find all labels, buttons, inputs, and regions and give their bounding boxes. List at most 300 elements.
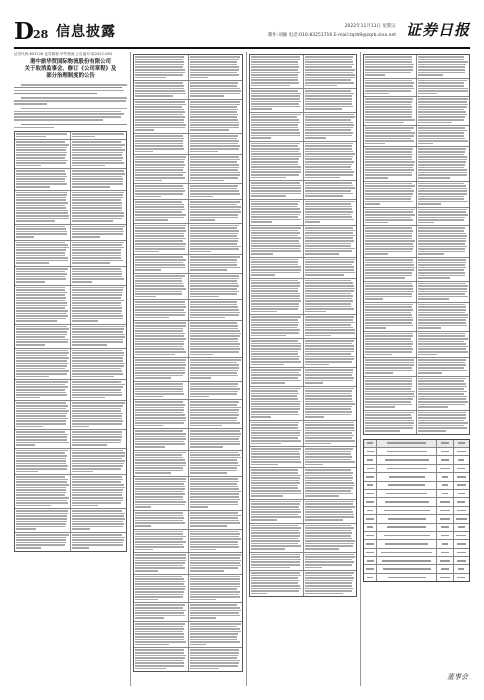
text-line bbox=[190, 417, 238, 419]
text-line bbox=[135, 235, 184, 237]
text-line bbox=[72, 287, 124, 289]
text-line bbox=[190, 457, 241, 459]
text-line bbox=[135, 59, 183, 61]
text-line bbox=[305, 345, 355, 347]
text-line bbox=[365, 85, 413, 87]
table-cell bbox=[70, 430, 126, 448]
table-row bbox=[15, 348, 126, 380]
table-cell bbox=[250, 279, 303, 315]
text-line bbox=[365, 427, 413, 429]
text-line bbox=[72, 436, 122, 438]
text-line bbox=[251, 66, 299, 68]
text-line bbox=[16, 228, 66, 230]
text-line bbox=[365, 203, 380, 205]
table-cell bbox=[188, 575, 243, 603]
text-line bbox=[16, 431, 65, 433]
text-line bbox=[305, 127, 354, 129]
text-line bbox=[135, 193, 183, 195]
text-line bbox=[135, 586, 186, 588]
text-line bbox=[365, 132, 415, 134]
text-line bbox=[305, 211, 354, 213]
text-line bbox=[135, 69, 185, 71]
text-line bbox=[72, 302, 121, 304]
text-line bbox=[305, 459, 352, 461]
text-line bbox=[418, 367, 464, 369]
text-line bbox=[190, 362, 238, 364]
text-line bbox=[16, 389, 65, 391]
amendment-table bbox=[133, 54, 243, 672]
text-line bbox=[190, 441, 241, 443]
text-line bbox=[190, 438, 239, 440]
table-cell bbox=[250, 315, 303, 338]
text-line bbox=[16, 276, 65, 278]
text-line bbox=[135, 127, 185, 129]
text-line bbox=[72, 242, 124, 244]
text-line bbox=[16, 463, 66, 465]
text-line bbox=[365, 285, 413, 287]
text-line bbox=[135, 491, 183, 493]
text-line bbox=[418, 201, 468, 203]
cell-text bbox=[441, 552, 450, 554]
table-header-row bbox=[364, 440, 469, 447]
text-line bbox=[135, 129, 154, 131]
text-line bbox=[418, 388, 464, 390]
text-line bbox=[251, 85, 290, 87]
table-row bbox=[134, 552, 242, 573]
text-line bbox=[16, 262, 49, 264]
text-line bbox=[305, 503, 354, 505]
table-cell bbox=[364, 549, 376, 556]
text-line bbox=[190, 633, 238, 635]
text-line bbox=[190, 269, 228, 271]
text-line bbox=[190, 604, 238, 606]
text-line bbox=[418, 66, 465, 68]
text-line bbox=[418, 116, 465, 118]
text-line bbox=[305, 511, 353, 513]
text-line bbox=[16, 307, 65, 309]
column-4 bbox=[363, 52, 470, 686]
text-line bbox=[16, 365, 67, 367]
text-line bbox=[190, 367, 239, 369]
text-line bbox=[418, 119, 464, 121]
cell-text bbox=[388, 484, 425, 486]
text-line bbox=[135, 143, 183, 145]
table-row bbox=[134, 450, 242, 476]
text-line bbox=[16, 368, 65, 370]
text-line bbox=[251, 240, 299, 242]
table-row bbox=[364, 78, 469, 97]
text-line bbox=[190, 301, 237, 303]
text-line bbox=[190, 95, 225, 97]
table-cell bbox=[364, 258, 416, 281]
text-line bbox=[135, 536, 186, 538]
text-line bbox=[365, 420, 414, 422]
text-line bbox=[251, 122, 300, 124]
text-line bbox=[135, 610, 186, 612]
text-line bbox=[251, 556, 300, 558]
text-line bbox=[190, 388, 240, 390]
text-line bbox=[305, 303, 352, 305]
text-line bbox=[305, 548, 339, 550]
text-line bbox=[135, 106, 182, 108]
text-line bbox=[72, 255, 121, 257]
text-line bbox=[72, 455, 125, 457]
table-row bbox=[364, 472, 469, 480]
text-line bbox=[72, 341, 123, 343]
text-line bbox=[418, 386, 467, 388]
text-line bbox=[251, 343, 301, 345]
text-line bbox=[72, 518, 125, 520]
text-line bbox=[418, 335, 465, 337]
text-line bbox=[16, 154, 66, 156]
text-line bbox=[72, 313, 121, 315]
text-line bbox=[72, 450, 123, 452]
table-cell bbox=[188, 300, 243, 320]
text-line bbox=[72, 207, 122, 209]
text-line bbox=[135, 346, 183, 348]
text-line bbox=[135, 196, 161, 198]
text-line bbox=[251, 561, 300, 563]
text-line bbox=[16, 350, 68, 352]
text-line bbox=[418, 351, 468, 353]
text-line bbox=[305, 169, 353, 171]
text-line bbox=[251, 559, 301, 561]
text-line bbox=[16, 315, 68, 317]
text-line bbox=[14, 90, 124, 92]
text-line bbox=[365, 367, 412, 369]
text-line bbox=[135, 190, 185, 192]
table-row bbox=[134, 399, 242, 428]
text-line bbox=[16, 381, 68, 383]
text-line bbox=[16, 320, 57, 322]
text-line bbox=[365, 343, 413, 345]
table-cell bbox=[15, 380, 70, 400]
text-line bbox=[135, 217, 184, 219]
text-line bbox=[305, 253, 339, 255]
table-cell bbox=[303, 368, 357, 386]
table-cell bbox=[453, 574, 469, 581]
table-cell bbox=[364, 532, 376, 539]
table-row bbox=[250, 570, 356, 596]
text-line bbox=[365, 177, 388, 179]
table-cell bbox=[134, 648, 188, 671]
text-line bbox=[305, 103, 353, 105]
text-line bbox=[135, 362, 185, 364]
text-line bbox=[190, 644, 206, 646]
text-line bbox=[16, 181, 65, 183]
text-line bbox=[251, 195, 286, 197]
text-line bbox=[190, 104, 240, 106]
text-line bbox=[305, 501, 355, 503]
text-line bbox=[365, 312, 411, 314]
text-line bbox=[305, 585, 353, 587]
table-cell bbox=[134, 81, 188, 99]
text-line bbox=[418, 272, 465, 274]
text-line bbox=[365, 388, 411, 390]
text-line bbox=[365, 56, 412, 58]
text-line bbox=[418, 85, 464, 87]
text-line bbox=[135, 109, 184, 111]
text-line bbox=[135, 225, 186, 227]
text-line bbox=[16, 289, 65, 291]
masthead bbox=[14, 20, 470, 46]
text-line bbox=[16, 273, 67, 275]
text-line bbox=[16, 465, 68, 467]
text-line bbox=[365, 309, 413, 311]
text-line bbox=[418, 322, 466, 324]
text-line bbox=[305, 580, 354, 582]
text-line bbox=[305, 448, 354, 450]
text-line bbox=[305, 245, 352, 247]
cell-text bbox=[387, 526, 426, 528]
text-line bbox=[418, 211, 466, 213]
text-line bbox=[135, 90, 185, 92]
table-row bbox=[364, 489, 469, 497]
cell-text bbox=[366, 552, 374, 554]
text-line bbox=[305, 577, 355, 579]
text-line bbox=[365, 264, 414, 266]
text-line bbox=[365, 114, 412, 116]
text-line bbox=[16, 160, 68, 162]
text-line bbox=[72, 484, 124, 486]
text-line bbox=[72, 152, 123, 154]
text-line bbox=[16, 394, 67, 396]
text-line bbox=[251, 540, 300, 542]
text-line bbox=[251, 158, 299, 160]
text-line bbox=[418, 383, 466, 385]
table-cell bbox=[134, 100, 188, 133]
table-cell bbox=[15, 325, 70, 348]
text-line bbox=[305, 348, 354, 350]
text-line bbox=[190, 522, 240, 524]
table-cell bbox=[453, 532, 469, 539]
text-line bbox=[365, 417, 412, 419]
table-cell bbox=[70, 286, 126, 324]
text-line bbox=[365, 61, 412, 63]
editor-contact-line: 制作:刘颖 电话:010-83251716 E-mail:zqrb9@zqrb.sina.net bbox=[267, 33, 396, 38]
text-line bbox=[135, 467, 183, 469]
text-line bbox=[135, 496, 183, 498]
text-line bbox=[72, 413, 123, 415]
column-2 bbox=[133, 52, 243, 686]
cell-text bbox=[457, 543, 466, 545]
text-line bbox=[365, 198, 411, 200]
text-line bbox=[16, 515, 67, 517]
text-line bbox=[251, 182, 300, 184]
text-line bbox=[135, 288, 186, 290]
text-line bbox=[135, 238, 186, 240]
text-line bbox=[135, 304, 185, 306]
table-cell bbox=[376, 490, 436, 497]
text-line bbox=[190, 512, 238, 514]
text-line bbox=[190, 285, 239, 287]
text-line bbox=[251, 74, 298, 76]
cell-text bbox=[367, 468, 374, 470]
text-line bbox=[365, 412, 414, 414]
text-line bbox=[14, 119, 103, 121]
text-line bbox=[190, 145, 241, 147]
text-line bbox=[135, 370, 185, 372]
text-line bbox=[190, 641, 241, 643]
text-line bbox=[190, 167, 239, 169]
text-line bbox=[251, 530, 299, 532]
table-cell bbox=[250, 258, 303, 278]
text-line bbox=[251, 79, 298, 81]
text-line bbox=[418, 425, 464, 427]
cell-text bbox=[384, 535, 430, 537]
text-line bbox=[135, 240, 183, 242]
text-paragraph bbox=[14, 124, 127, 128]
text-line bbox=[135, 533, 183, 535]
text-line bbox=[305, 72, 353, 74]
text-line bbox=[418, 253, 444, 255]
text-line bbox=[365, 109, 412, 111]
table-cell bbox=[416, 282, 469, 302]
text-line bbox=[135, 436, 185, 438]
text-line bbox=[16, 226, 65, 228]
text-line bbox=[16, 363, 68, 365]
text-line bbox=[305, 322, 355, 324]
text-line bbox=[365, 104, 411, 106]
text-line bbox=[251, 322, 299, 324]
cell-text bbox=[440, 510, 451, 512]
text-line bbox=[305, 414, 352, 416]
text-line bbox=[72, 133, 124, 135]
text-line bbox=[72, 389, 121, 391]
text-line bbox=[305, 590, 353, 592]
text-line bbox=[16, 341, 68, 343]
text-line bbox=[190, 343, 240, 345]
text-line bbox=[190, 370, 239, 372]
text-line bbox=[418, 217, 465, 219]
text-line bbox=[14, 103, 47, 105]
cell-text bbox=[366, 501, 374, 503]
text-line bbox=[251, 114, 301, 116]
text-line bbox=[418, 138, 465, 140]
table-row bbox=[134, 254, 242, 273]
text-line bbox=[251, 145, 298, 147]
text-line bbox=[365, 272, 412, 274]
text-line bbox=[72, 300, 124, 302]
text-line bbox=[14, 113, 124, 115]
text-line bbox=[305, 82, 354, 84]
text-line bbox=[251, 345, 301, 347]
text-line bbox=[251, 116, 297, 118]
table-cell bbox=[376, 498, 436, 505]
text-line bbox=[365, 346, 412, 348]
text-line bbox=[305, 554, 354, 556]
text-line bbox=[251, 332, 299, 334]
text-line bbox=[190, 322, 237, 324]
text-line bbox=[305, 582, 352, 584]
text-line bbox=[418, 80, 467, 82]
text-line bbox=[365, 74, 385, 76]
text-line bbox=[16, 481, 67, 483]
cell-text bbox=[389, 476, 426, 478]
text-line bbox=[418, 203, 441, 205]
text-line bbox=[418, 243, 465, 245]
text-line bbox=[72, 397, 105, 399]
table-cell bbox=[436, 448, 452, 455]
text-line bbox=[251, 285, 300, 287]
text-line bbox=[305, 64, 354, 66]
text-line bbox=[190, 93, 241, 95]
text-line bbox=[418, 288, 467, 290]
text-line bbox=[418, 143, 433, 145]
text-line bbox=[16, 471, 38, 473]
text-line bbox=[365, 275, 412, 277]
table-row bbox=[134, 381, 242, 400]
text-line bbox=[190, 156, 239, 158]
text-line bbox=[251, 250, 301, 252]
table-cell bbox=[453, 557, 469, 564]
table-cell bbox=[70, 191, 126, 224]
text-line bbox=[418, 398, 466, 400]
text-line bbox=[190, 304, 238, 306]
text-line bbox=[418, 161, 466, 163]
table-cell bbox=[134, 321, 188, 357]
text-line bbox=[72, 231, 124, 233]
text-line bbox=[365, 430, 400, 432]
text-line bbox=[305, 424, 354, 426]
text-line bbox=[418, 164, 465, 166]
text-line bbox=[251, 408, 300, 410]
table-cell bbox=[364, 490, 376, 497]
text-line bbox=[305, 480, 352, 482]
text-line bbox=[365, 253, 388, 255]
text-line bbox=[190, 386, 238, 388]
cell-text bbox=[386, 493, 427, 495]
text-line bbox=[190, 280, 238, 282]
text-line bbox=[305, 243, 352, 245]
text-line bbox=[190, 275, 240, 277]
text-line bbox=[135, 209, 185, 211]
text-line bbox=[72, 339, 123, 341]
table-row bbox=[364, 181, 469, 207]
text-line bbox=[72, 215, 124, 217]
text-line bbox=[72, 468, 121, 470]
text-line bbox=[418, 219, 464, 221]
text-line bbox=[72, 458, 122, 460]
text-line bbox=[135, 256, 183, 258]
text-line bbox=[190, 267, 240, 269]
text-line bbox=[418, 74, 443, 76]
text-line bbox=[190, 143, 239, 145]
text-line bbox=[135, 462, 186, 464]
table-cell bbox=[70, 475, 126, 508]
table-row bbox=[364, 564, 469, 572]
text-line bbox=[251, 237, 301, 239]
text-line bbox=[72, 276, 122, 278]
text-line bbox=[135, 628, 184, 630]
table-row bbox=[15, 190, 126, 224]
table-cell bbox=[303, 315, 357, 338]
text-line bbox=[72, 165, 105, 167]
text-line bbox=[16, 231, 67, 233]
text-line bbox=[72, 144, 125, 146]
text-line bbox=[72, 271, 122, 273]
text-line bbox=[72, 294, 122, 296]
text-line bbox=[305, 427, 355, 429]
text-line bbox=[418, 196, 464, 198]
text-line bbox=[135, 204, 184, 206]
text-line bbox=[190, 596, 241, 598]
text-line bbox=[135, 591, 184, 593]
text-line bbox=[190, 251, 212, 253]
text-line bbox=[190, 227, 238, 229]
text-line bbox=[16, 360, 67, 362]
text-line bbox=[305, 280, 352, 282]
